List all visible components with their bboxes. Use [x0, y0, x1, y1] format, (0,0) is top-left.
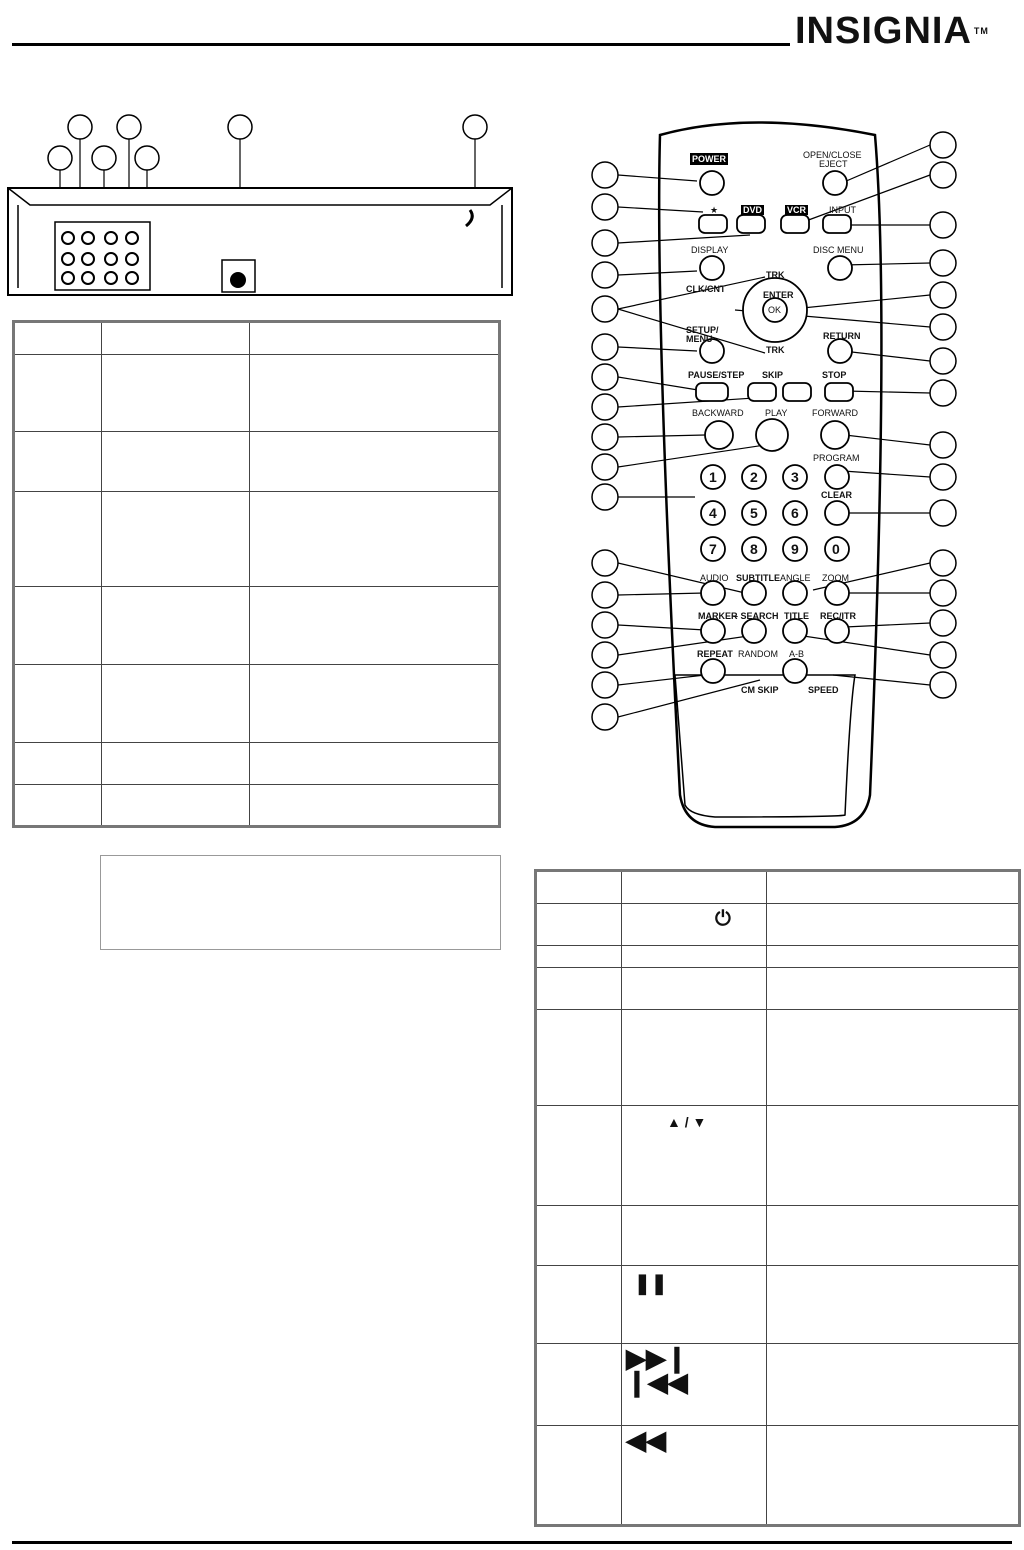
skip-back-icon: ❙◀◀ [626, 1367, 688, 1397]
digit-0: 0 [832, 541, 840, 557]
table-row [14, 492, 500, 587]
label-skip: SKIP [762, 370, 784, 380]
table-row [14, 665, 500, 743]
table-row [14, 785, 500, 827]
digit-8: 8 [750, 541, 758, 557]
label-power: POWER [692, 154, 727, 164]
table-row [536, 1266, 1020, 1344]
label-random: RANDOM [738, 649, 778, 659]
pause-icon: ❚❚ [634, 1273, 668, 1295]
brand-logo [795, 8, 989, 54]
table-row [14, 587, 500, 665]
digit-6: 6 [791, 505, 799, 521]
table-row [536, 1344, 1020, 1426]
digit-7: 7 [709, 541, 717, 557]
label-vcr: VCR [787, 205, 807, 215]
logo-text: INSIGNIA [795, 10, 972, 52]
callout-circle [92, 146, 116, 170]
digit-1: 1 [709, 469, 717, 485]
label-trk-down: TRK [766, 345, 785, 355]
label-trk-up: TRK [766, 270, 785, 280]
label-clear: CLEAR [821, 490, 852, 500]
label-display: DISPLAY [691, 245, 729, 255]
callout-circle [463, 115, 487, 139]
label-forward: FORWARD [812, 408, 858, 418]
label-stop: STOP [822, 370, 847, 380]
label-rec-itr: REC/ITR [820, 611, 856, 621]
label-repeat: REPEAT [697, 649, 733, 659]
callout-circle [228, 115, 252, 139]
callout-circle [117, 115, 141, 139]
table-row [536, 1010, 1020, 1106]
digit-3: 3 [791, 469, 799, 485]
table-header-row [536, 871, 1020, 904]
table-row [536, 946, 1020, 968]
label-audio: AUDIO [700, 573, 729, 583]
table-row [536, 1426, 1020, 1526]
label-open-close: OPEN/CLOSE [803, 150, 862, 160]
remote-control-illustration [585, 115, 965, 835]
label-play: PLAY [765, 408, 788, 418]
rear-panel-table [12, 320, 501, 828]
callout-circle [135, 146, 159, 170]
table-row [536, 1206, 1020, 1266]
trademark: TM [973, 26, 989, 36]
label-backward: BACKWARD [692, 408, 744, 418]
table-header-row [14, 322, 500, 355]
label-return: RETURN [823, 331, 861, 341]
label-cm-skip: CM SKIP [741, 685, 779, 695]
label-clk-cnt: CLK/CNT [686, 284, 726, 294]
remote-button-table [534, 869, 1021, 1527]
power-icon: ⏻ [715, 908, 731, 930]
arrow-up-down-icon: ▲ / ▼ [667, 1114, 707, 1130]
rear-panel-illustration [0, 110, 520, 305]
label-pause-step: PAUSE/STEP [688, 370, 745, 380]
label-star: ★ [710, 205, 719, 215]
label-enter: ENTER [763, 290, 794, 300]
rewind-icon: ◀◀ [626, 1425, 666, 1455]
digit-9: 9 [791, 541, 799, 557]
note-box [100, 855, 501, 950]
label-marker: MARKER [698, 611, 738, 621]
label-angle: ANGLE [780, 573, 811, 583]
table-row [536, 1106, 1020, 1206]
header-rule [12, 43, 790, 46]
label-speed: SPEED [808, 685, 839, 695]
label-search: – SEARCH [733, 611, 779, 621]
table-row [536, 904, 1020, 946]
label-program: PROGRAM [813, 453, 860, 463]
label-eject: EJECT [819, 159, 848, 169]
digit-2: 2 [750, 469, 758, 485]
label-title: TITLE [784, 611, 809, 621]
digit-4: 4 [709, 505, 717, 521]
table-row [14, 432, 500, 492]
label-menu: MENU [686, 334, 713, 344]
callout-circle [48, 146, 72, 170]
callout-circle [68, 115, 92, 139]
label-ok: OK [768, 305, 782, 315]
label-disc-menu: DISC MENU [813, 245, 864, 255]
table-row [536, 968, 1020, 1010]
table-row [14, 743, 500, 785]
label-input: INPUT [829, 205, 856, 215]
label-subtitle: SUBTITLE [736, 573, 780, 583]
label-zoom: ZOOM [822, 573, 849, 583]
footer-rule [12, 1541, 1012, 1544]
label-ab: A-B [789, 649, 805, 659]
label-dvd: DVD [743, 205, 763, 215]
skip-forward-icon: ▶▶❙ [626, 1343, 688, 1373]
table-row [14, 355, 500, 432]
digit-5: 5 [750, 505, 758, 521]
label-setup: SETUP/ [686, 325, 719, 335]
